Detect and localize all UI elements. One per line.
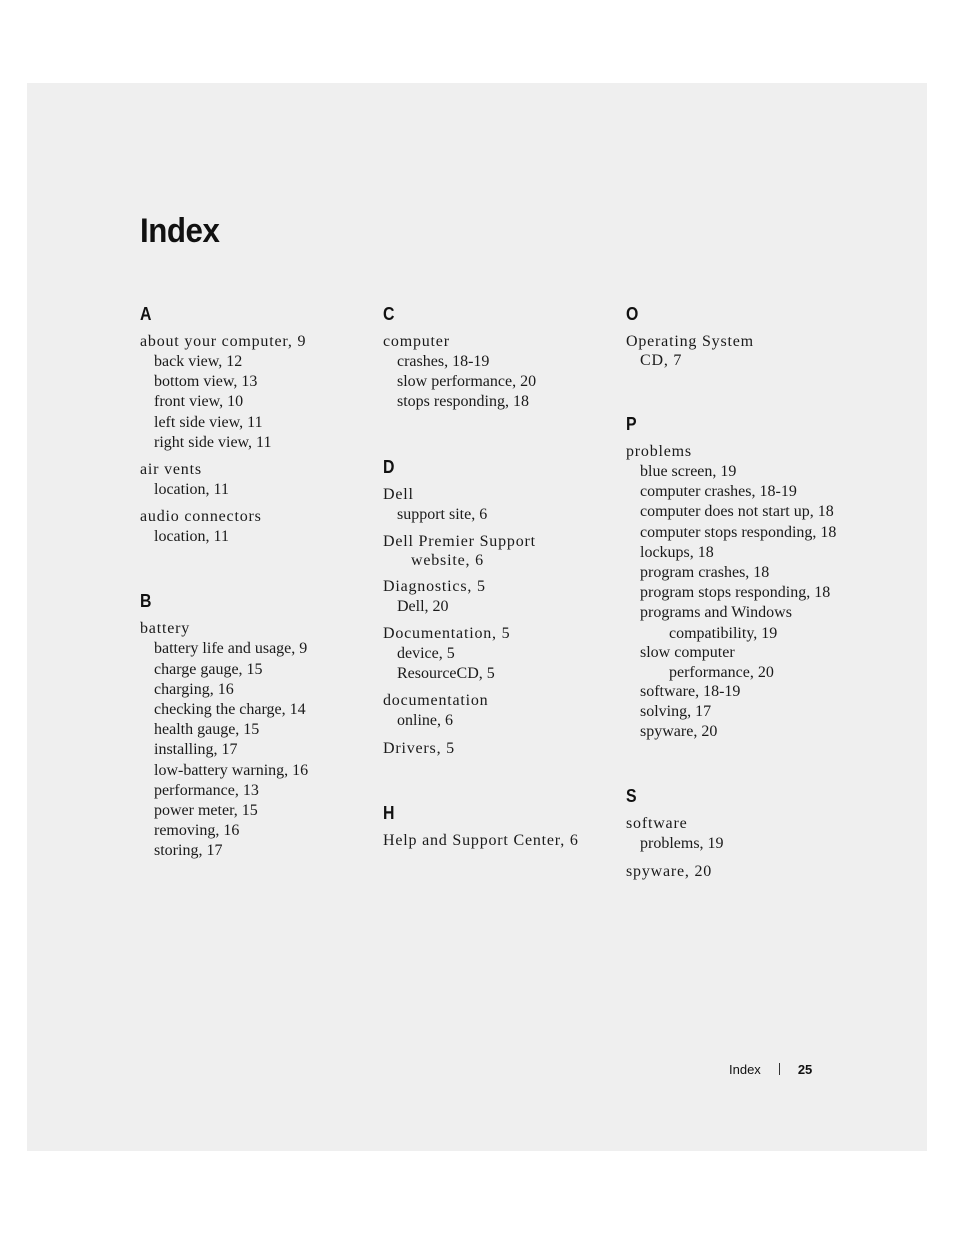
- index-section-p: [626, 413, 856, 742]
- page-footer: [729, 1062, 812, 1077]
- index-entry: [140, 332, 370, 453]
- index-term: software: [626, 815, 688, 833]
- index-subentry: performance, 13: [154, 781, 259, 799]
- index-term: Documentation, 5: [383, 625, 511, 643]
- index-subentry: removing, 16: [154, 822, 240, 840]
- index-entry: [383, 577, 613, 617]
- index-entry: [626, 442, 856, 742]
- index-entry: [383, 332, 613, 413]
- section-letter: P: [626, 414, 637, 434]
- index-subentry-continued: compatibility, 19: [669, 624, 778, 642]
- index-subentry: crashes, 18-19: [397, 353, 490, 370]
- index-entry: [626, 332, 856, 370]
- index-subentry: power meter, 15: [154, 802, 258, 820]
- index-term: Help and Support Center, 6: [383, 831, 579, 849]
- section-letter: B: [140, 591, 152, 612]
- index-term: Dell: [383, 485, 414, 503]
- index-entry: [383, 532, 613, 570]
- index-subentry: battery life and usage, 9: [154, 640, 308, 658]
- index-subentry: stops responding, 18: [397, 393, 529, 411]
- index-subentry: slow computer: [640, 643, 735, 661]
- index-subentry: device, 5: [397, 645, 455, 663]
- page-number: 25: [797, 1062, 813, 1077]
- index-subentry: Dell, 20: [397, 597, 449, 615]
- index-subentry: software, 18-19: [640, 682, 741, 700]
- index-subentry: ResourceCD, 5: [397, 665, 495, 683]
- index-subentry-continued: performance, 20: [669, 663, 774, 681]
- index-subentry: low-battery warning, 16: [154, 761, 309, 779]
- index-term: problems: [626, 443, 692, 460]
- index-term: air vents: [140, 461, 202, 479]
- index-subentry: charging, 16: [154, 680, 234, 698]
- index-term: about your computer, 9: [140, 333, 307, 350]
- index-subentry: left side view, 11: [154, 413, 263, 431]
- index-subentry: slow performance, 20: [397, 373, 537, 391]
- index-subentry: solving, 17: [640, 703, 712, 721]
- index-term: computer: [383, 333, 450, 350]
- index-subentry: back view, 12: [154, 353, 243, 370]
- footer-divider: [779, 1063, 780, 1075]
- index-subentry: program crashes, 18: [640, 564, 770, 582]
- index-subentry: charge gauge, 15: [154, 660, 263, 678]
- index-term: Diagnostics, 5: [383, 577, 486, 595]
- index-column-3: [626, 303, 856, 925]
- section-letter: A: [140, 304, 152, 324]
- index-entry: [383, 831, 613, 851]
- index-entry: [626, 814, 856, 854]
- index-subentry: computer does not start up, 18: [640, 503, 834, 521]
- section-letter: D: [383, 456, 395, 477]
- index-subentry: right side view, 11: [154, 433, 272, 451]
- index-section-a: [140, 303, 370, 547]
- index-subentry: lockups, 18: [640, 543, 714, 561]
- index-section-o: [626, 303, 856, 370]
- index-subentry: program stops responding, 18: [640, 584, 831, 602]
- index-entry: [626, 862, 856, 882]
- index-section-d: [383, 456, 613, 759]
- index-section-s: [626, 785, 856, 881]
- index-subentry: installing, 17: [154, 741, 238, 759]
- section-letter: H: [383, 802, 395, 823]
- index-entry: [140, 619, 370, 861]
- index-subentry: health gauge, 15: [154, 721, 260, 739]
- index-entry: [383, 624, 613, 684]
- index-subentry: location, 11: [154, 481, 229, 499]
- index-subentry: bottom view, 13: [154, 373, 258, 391]
- index-column-1: [140, 303, 370, 905]
- index-section-b: [140, 590, 370, 861]
- index-entry: [383, 691, 613, 731]
- index-entry: [383, 739, 613, 759]
- index-subentry: storing, 17: [154, 842, 223, 860]
- index-subentry: front view, 10: [154, 393, 244, 411]
- index-term: audio connectors: [140, 508, 262, 526]
- footer-label: Index: [729, 1062, 761, 1077]
- index-subentry: programs and Windows: [640, 604, 792, 622]
- index-section-c: [383, 303, 613, 413]
- index-term: Operating System: [626, 333, 754, 350]
- index-term: Drivers, 5: [383, 739, 455, 757]
- index-subentry: support site, 6: [397, 505, 488, 523]
- index-subentry: computer crashes, 18-19: [640, 483, 797, 501]
- index-entry: [140, 460, 370, 500]
- index-entry: [140, 507, 370, 547]
- index-term: spyware, 20: [626, 862, 713, 880]
- index-subentry: online, 6: [397, 712, 453, 730]
- index-term: Dell Premier Support: [383, 532, 536, 550]
- index-term-continued: CD, 7: [640, 352, 683, 369]
- index-section-h: [383, 802, 613, 851]
- index-subentry: problems, 19: [640, 835, 724, 853]
- index-subentry: checking the charge, 14: [154, 701, 306, 719]
- page-title: Index: [140, 212, 220, 250]
- index-subentry: location, 11: [154, 528, 229, 546]
- index-subentry: computer stops responding, 18: [640, 523, 837, 541]
- index-subentry: spyware, 20: [640, 723, 718, 741]
- index-entry: [383, 485, 613, 525]
- index-subentry: blue screen, 19: [640, 463, 737, 480]
- index-term: documentation: [383, 692, 489, 710]
- index-term: battery: [140, 620, 191, 638]
- index-term-continued: website, 6: [411, 551, 484, 569]
- section-letter: O: [626, 304, 639, 324]
- section-letter: C: [383, 304, 395, 324]
- index-column-2: [383, 303, 613, 894]
- section-letter: S: [626, 786, 637, 807]
